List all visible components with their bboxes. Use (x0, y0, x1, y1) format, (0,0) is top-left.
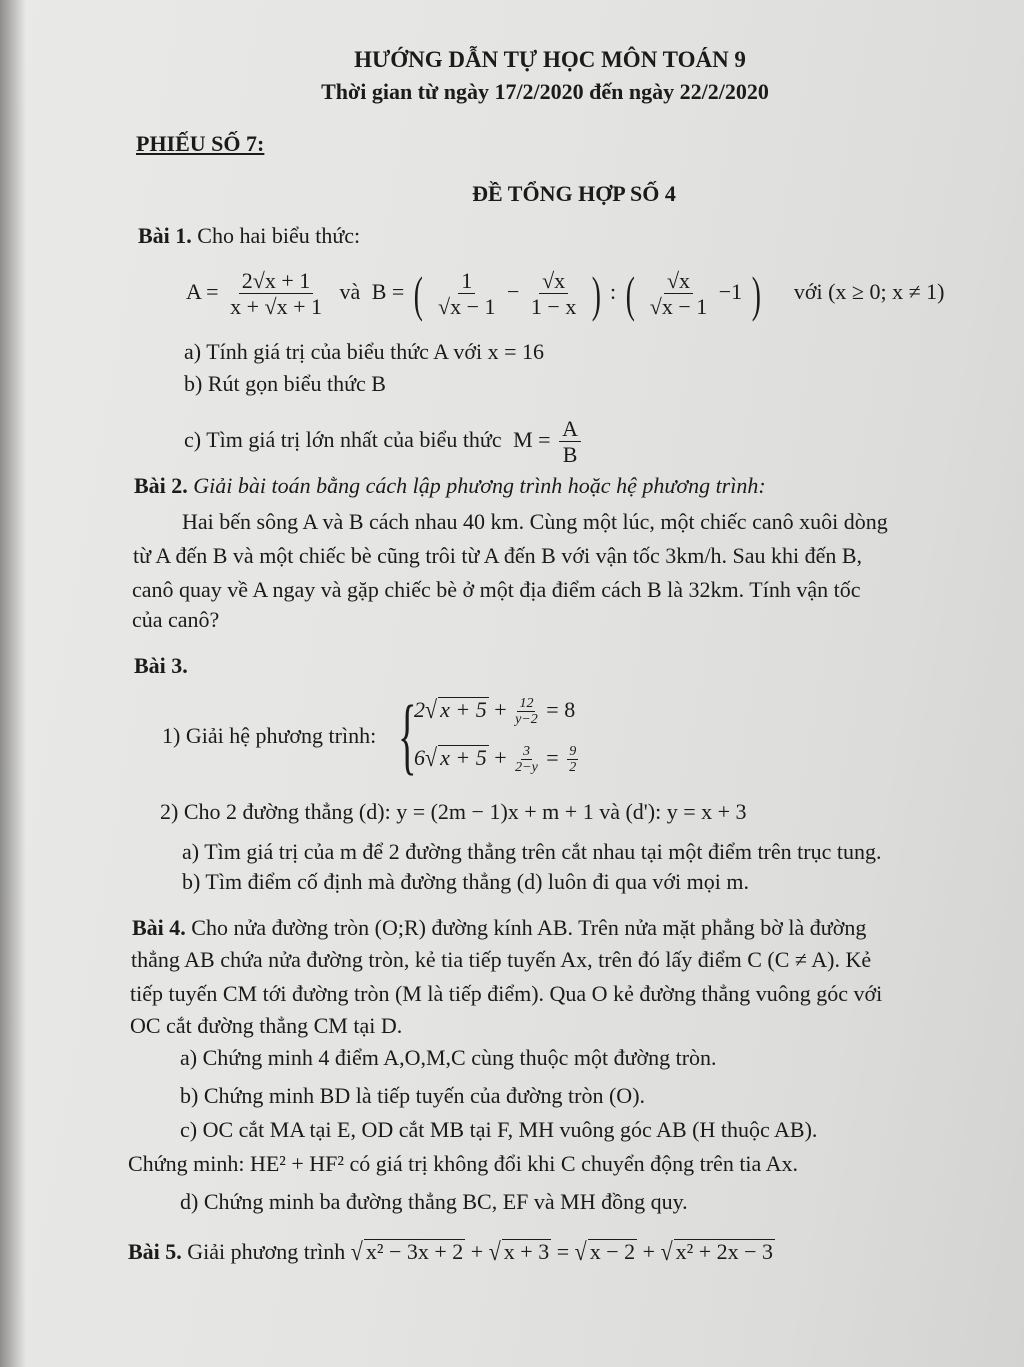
a-numerator: 2√x + 1 (239, 268, 313, 294)
bai1-part-b: b) Rút gọn biểu thức B (184, 371, 386, 396)
bai4-line-1 (132, 914, 866, 942)
bai2-line-2: từ A đến B và một chiếc bè cũng trôi từ A đến B với vận tốc 3km/h. Sau khi đến B, (133, 543, 863, 568)
bai2-line-4: của canô? (132, 607, 220, 632)
bai4-part-b: b) Chứng minh BD là tiếp tuyến của đường tròn (O). (180, 1083, 646, 1108)
bai2-label: Bài 2. (134, 473, 188, 498)
sqrt-icon: √ (425, 743, 438, 772)
bai4-line-1-text: Cho nửa đường tròn (O;R) đường kính AB. Trên nửa mặt phẳng bờ là đường (191, 915, 867, 940)
b-frac-3 (647, 268, 710, 320)
worksheet-subtitle: Thời gian từ ngày 17/2/2020 đến ngày 22/2/2020 (321, 79, 769, 104)
b-frac-1 (435, 268, 498, 320)
bai3-part-2: 2) Cho 2 đường thẳng (d): y = (2m − 1)x + m + 1 và (d'): y = x + 3 (160, 799, 747, 824)
sqrt-icon: √ (488, 1237, 501, 1266)
bai2-heading (134, 472, 766, 500)
b-frac-2-den: 1 − x (530, 294, 577, 320)
bai4-line-2: thẳng AB chứa nửa đường tròn, kẻ tia tiếp tuyến Ax, trên đó lấy điểm C (C ≠ A). Kẻ (131, 947, 872, 972)
term-2: x + 3 (503, 1239, 550, 1264)
minus-sign: − (506, 278, 520, 304)
bai5 (128, 1234, 775, 1270)
system-row-2 (414, 738, 581, 778)
bai5-label: Bài 5. (128, 1239, 182, 1264)
bai1-heading (138, 222, 360, 250)
a-denominator: x + √x + 1 (230, 294, 322, 320)
bai4-part-a: a) Chứng minh 4 điểm A,O,M,C cùng thuộc một đường tròn. (180, 1045, 717, 1070)
b-frac-2 (528, 268, 579, 320)
r1-num: 12 (519, 696, 534, 712)
r2-rhs-fraction (567, 744, 578, 776)
system-brace-icon: { (398, 687, 417, 783)
bai4-line-4: OC cắt đường thẳng CM tại D. (130, 1013, 403, 1038)
r2-rhs-num: 9 (569, 744, 577, 760)
r2-plus: + (494, 745, 507, 770)
r2-fraction (515, 744, 538, 776)
r1-den: y−2 (515, 712, 538, 728)
r2-eq: = (546, 745, 559, 770)
a-lhs: A = (186, 278, 219, 304)
term-1: x² − 3x + 2 (365, 1239, 464, 1264)
left-paren-icon: ( (625, 265, 635, 322)
b-frac-2-num: √x (539, 268, 568, 294)
term-3: x − 2 (589, 1239, 636, 1264)
sheet-label: PHIẾU SỐ 7: (136, 131, 265, 156)
sqrt-icon: √ (660, 1237, 673, 1266)
right-paren-icon: ) (591, 265, 601, 322)
bai2-instruction: Giải bài toán bằng cách lập phương trình hoặc hệ phương trình: (193, 473, 766, 498)
bai2-line-3: canô quay về A ngay và gặp chiếc bè ở một địa điểm cách B là 32km. Tính vận tốc (132, 577, 861, 602)
equals-sign: = (556, 1239, 570, 1264)
bai1-label: Bài 1. (138, 223, 192, 248)
sqrt-icon: √ (350, 1237, 363, 1266)
plus-sign: + (642, 1239, 656, 1264)
b-frac-3-num: √x (664, 268, 693, 294)
division-sign: : (609, 278, 617, 304)
bai4-part-c2 (128, 1150, 798, 1178)
r2-num: 3 (522, 744, 530, 760)
r2-rhs-den: 2 (569, 760, 577, 776)
term-4: x² + 2x − 3 (675, 1239, 774, 1264)
sqrt-icon: √ (425, 695, 438, 724)
bai1-expressions (186, 265, 945, 322)
c2-suffix: có giá trị không đổi khi C chuyển động trên tia Ax. (349, 1151, 798, 1176)
m-denominator: B (562, 442, 578, 468)
sqrt-icon: √ (574, 1237, 587, 1266)
exam-title: ĐỀ TỔNG HỢP SỐ 4 (472, 181, 676, 206)
and-word: và (339, 278, 361, 304)
bai1-part-c (184, 416, 584, 468)
domain-condition: với (x ≥ 0; x ≠ 1) (793, 278, 945, 304)
bai4-part-c1: c) OC cắt MA tại E, OD cắt MB tại F, MH vuông góc AB (H thuộc AB). (180, 1117, 818, 1142)
right-paren-icon: ) (751, 265, 761, 322)
b-frac-1-den: √x − 1 (438, 294, 496, 320)
bai3-label: Bài 3. (134, 653, 188, 678)
bai2-line-1: Hai bến sông A và B cách nhau 40 km. Cùng một lúc, một chiếc canô xuôi dòng (182, 509, 888, 534)
a-fraction (227, 268, 325, 320)
c2-prefix: Chứng minh: (128, 1151, 245, 1176)
bai3-part-1-text: 1) Giải hệ phương trình: (162, 723, 377, 748)
b-frac-3-den: √x − 1 (649, 294, 708, 320)
r1-plus: + (494, 697, 507, 722)
r1-fraction (515, 696, 538, 728)
r2-den: 2−y (515, 760, 538, 776)
r1-radicand: x + 5 (440, 697, 487, 722)
minus-one: −1 (718, 278, 743, 304)
left-paren-icon: ( (413, 265, 423, 322)
r2-coef: 6 (414, 745, 425, 770)
bai3-part-2a: a) Tìm giá trị của m để 2 đường thẳng trên cắt nhau tại một điểm trên trục tung. (182, 839, 882, 864)
r1-rhs: = 8 (546, 697, 576, 722)
bai4-line-3: tiếp tuyến CM tới đường tròn (M là tiếp điểm). Qua O kẻ đường thẳng vuông góc với (130, 981, 883, 1006)
c2-math: HE² + HF² (249, 1151, 344, 1176)
bai3-part-2b: b) Tìm điểm cố định mà đường thẳng (d) luôn đi qua với mọi m. (182, 869, 749, 894)
r1-coef: 2 (414, 697, 425, 722)
worksheet-title: HƯỚNG DẪN TỰ HỌC MÔN TOÁN 9 (354, 47, 746, 72)
bai1-part-a: a) Tính giá trị của biểu thức A với x = 16 (184, 339, 544, 364)
bai4-label: Bài 4. (132, 915, 186, 940)
plus-sign: + (470, 1239, 484, 1264)
system-row-1 (414, 690, 575, 730)
bai5-text: Giải phương trình (187, 1239, 346, 1264)
r2-radicand: x + 5 (440, 745, 487, 770)
bai1-intro: Cho hai biểu thức: (197, 223, 361, 248)
b-frac-1-num: 1 (458, 268, 475, 294)
m-numerator: A (559, 416, 581, 442)
m-lhs: M = (513, 426, 551, 452)
b-lhs: B = (371, 278, 405, 304)
m-fraction (559, 416, 581, 468)
bai4-part-d: d) Chứng minh ba đường thẳng BC, EF và MH đồng quy. (180, 1189, 688, 1214)
bai1-part-c-text: c) Tìm giá trị lớn nhất của biểu thức (184, 426, 502, 452)
